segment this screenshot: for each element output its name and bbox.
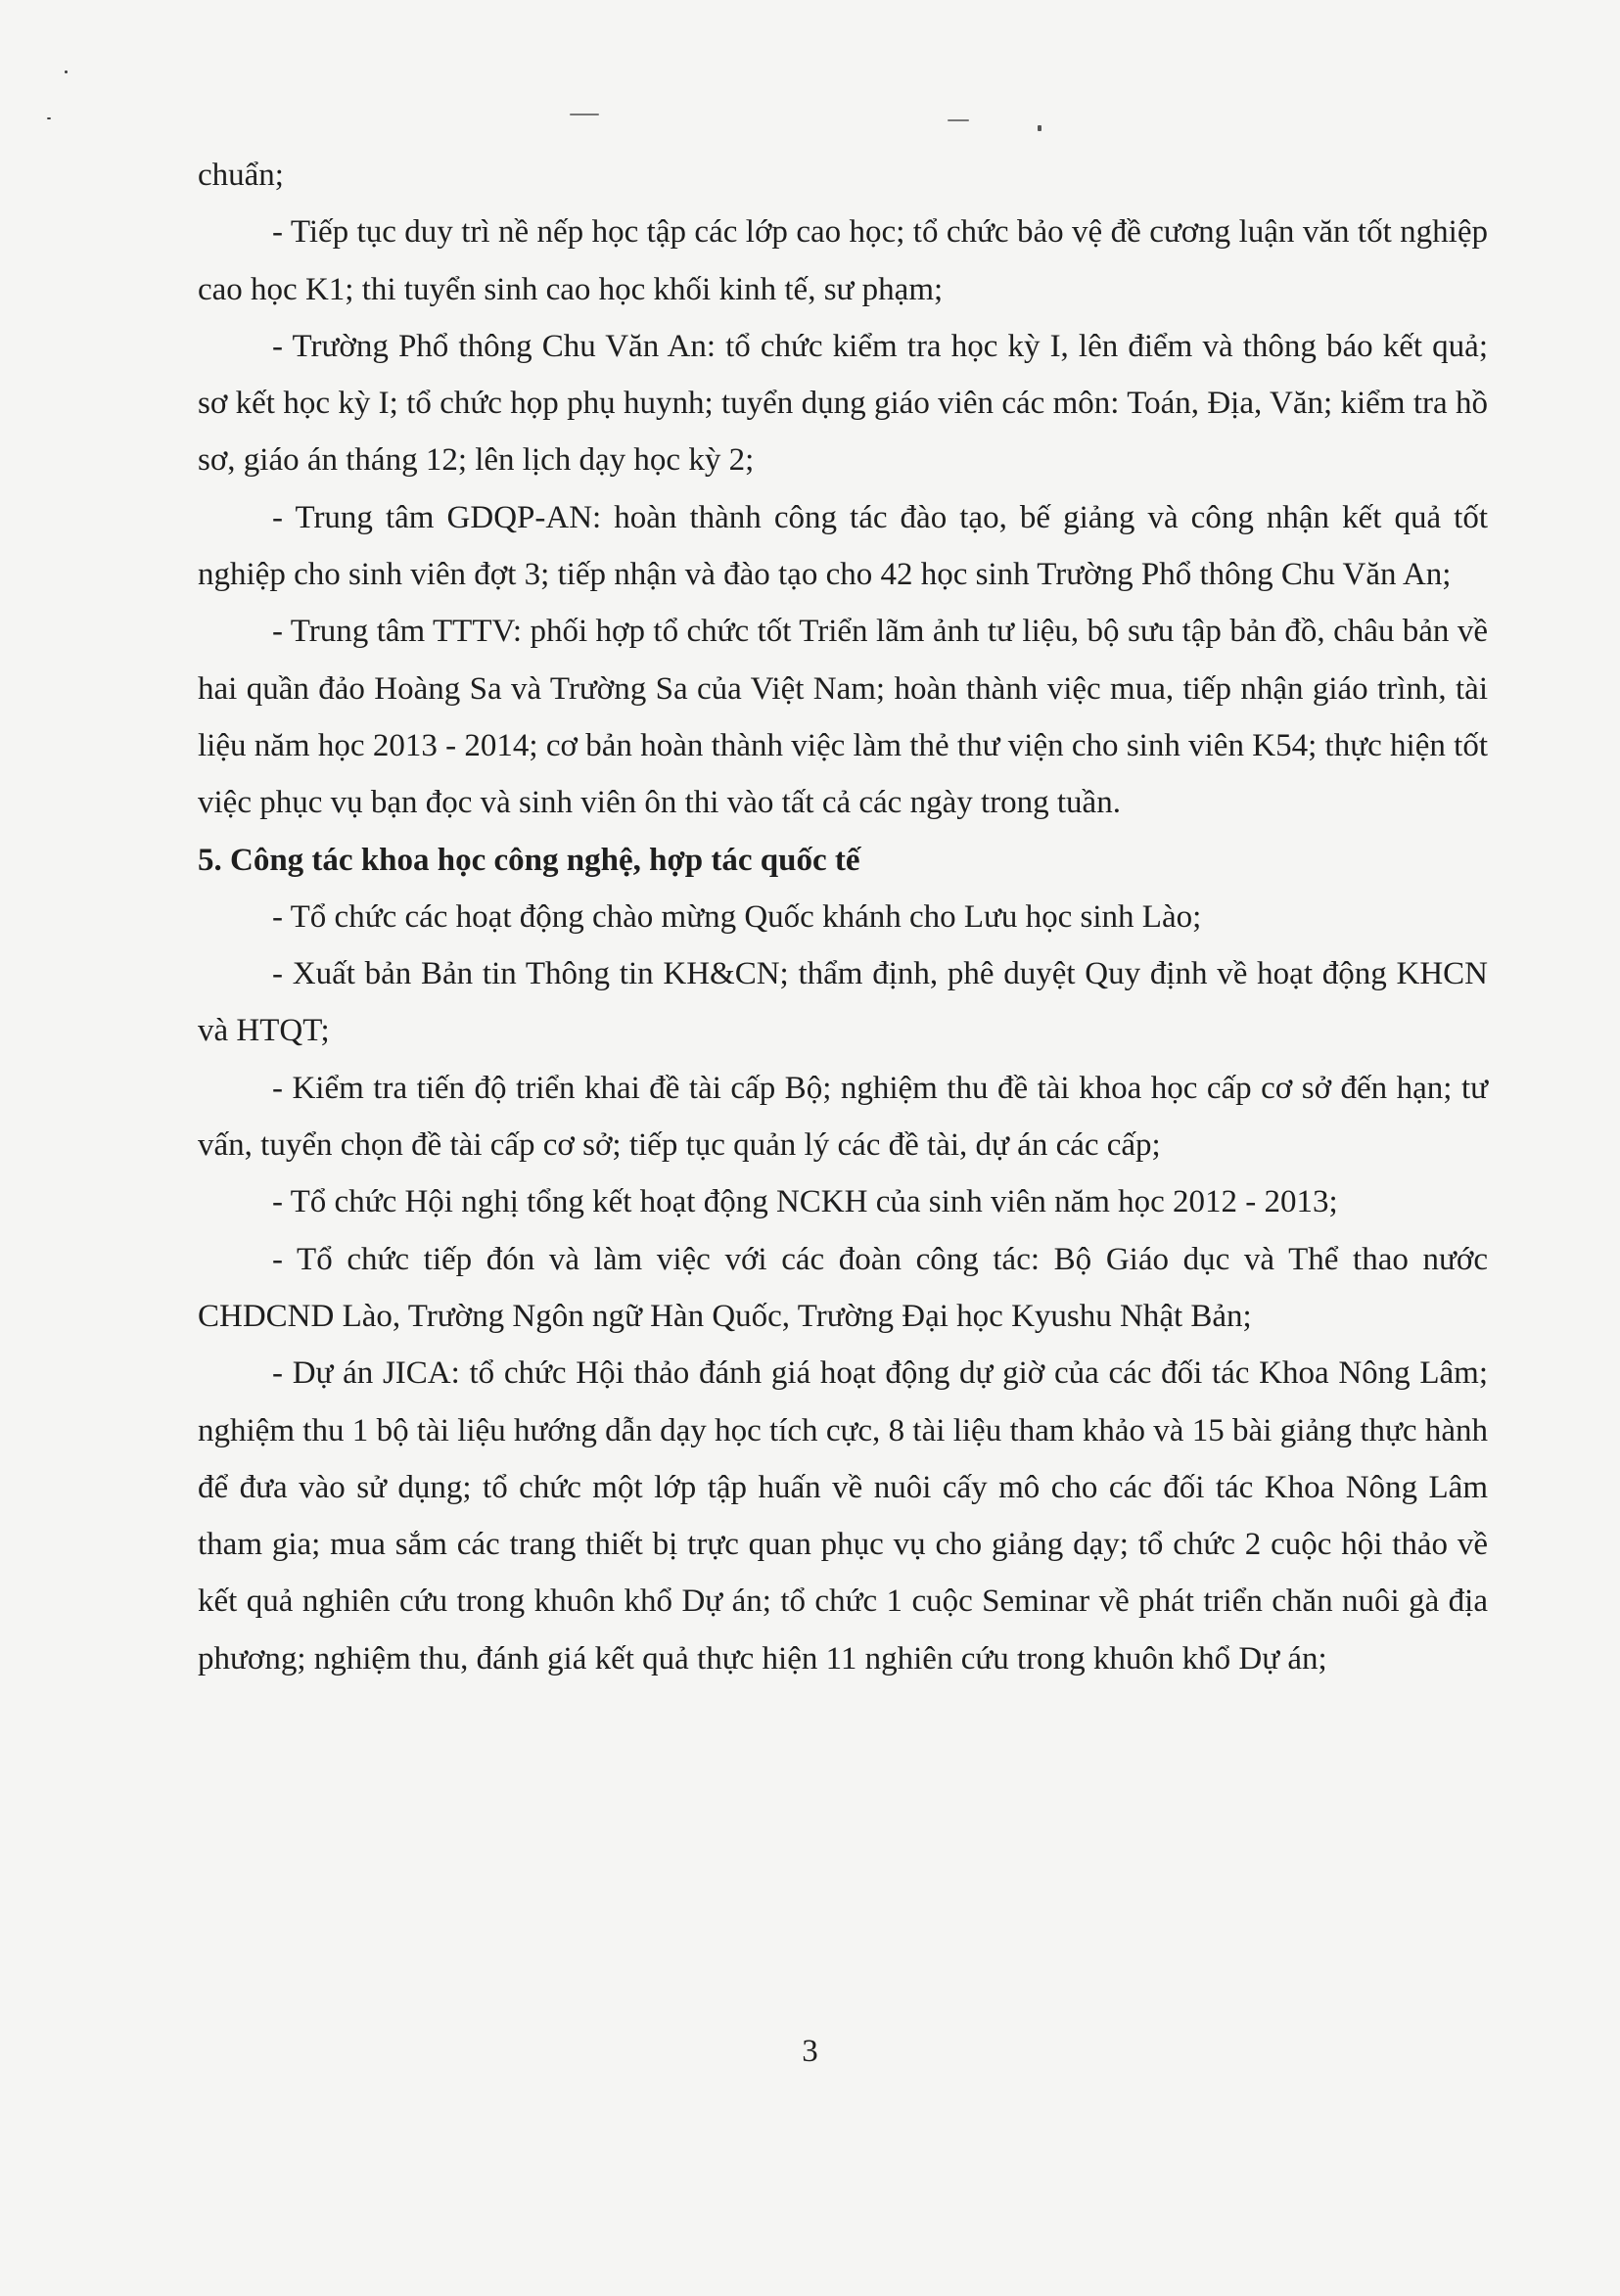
paragraph-jica-project: - Dự án JICA: tổ chức Hội thảo đánh giá hoạt động dự giờ của các đối tác Khoa Nông Lâm; nghiệm thu 1 bộ tài liệu hướng dẫn dạy học tích cực, 8 tài liệu tham khảo và 15 bài giảng thực hành để đưa vào sử dụng; tổ chức một lớp tập huấn về nuôi cấy mô cho các đối tác Khoa Nông Lâm tham gia; mua sắm các trang thiết bị trực quan phục vụ cho giảng dạy; tổ chức 2 cuộc hội thảo về kết quả nghiên cứu trong khuôn khổ Dự án; tổ chức 1 cuộc Seminar về phát triển chăn nuôi gà địa phương; nghiệm thu, đánh giá kết quả thực hiện 11 nghiên cứu trong khuôn khổ Dự án;	[198, 1355, 1488, 1676]
scan-speck	[570, 114, 599, 115]
continuation-text: chuẩn;	[198, 158, 284, 193]
paragraph-research-projects: - Kiểm tra tiến độ triển khai đề tài cấp Bộ; nghiệm thu đề tài khoa học cấp cơ sở đến hạn; tư vấn, tuyển chọn đề tài cấp cơ sở; tiếp tục quản lý các đề tài, dự án các cấp;	[198, 1070, 1488, 1164]
paragraph-delegations: - Tổ chức tiếp đón và làm việc với các đoàn công tác: Bộ Giáo dục và Thể thao nước CHDCND Lào, Trường Ngôn ngữ Hàn Quốc, Trường Đại học Kyushu Nhật Bản;	[198, 1241, 1488, 1334]
document-body	[198, 147, 1488, 1687]
page-number: 3	[802, 2034, 818, 2069]
paragraph-student-research-conference: - Tổ chức Hội nghị tổng kết hoạt động NCKH của sinh viên năm học 2012 - 2013;	[272, 1184, 1338, 1220]
paragraph-graduate-classes: - Tiếp tục duy trì nề nếp học tập các lớp cao học; tổ chức bảo vệ đề cương luận văn tốt nghiệp cao học K1; thi tuyển sinh cao học khối kinh tế, sư phạm;	[198, 214, 1488, 307]
scan-speck	[65, 70, 68, 73]
paragraph-tttv-center: - Trung tâm TTTV: phối hợp tổ chức tốt Triển lãm ảnh tư liệu, bộ sưu tập bản đồ, châu bản về hai quần đảo Hoàng Sa và Trường Sa của Việt Nam; hoàn thành việc mua, tiếp nhận giáo trình, tài liệu năm học 2013 - 2014; cơ bản hoàn thành việc làm thẻ thư viện cho sinh viên K54; thực hiện tốt việc phục vụ bạn đọc và sinh viên ôn thi vào tất cả các ngày trong tuần.	[198, 614, 1488, 821]
paragraph-gdqp-an-center: - Trung tâm GDQP-AN: hoàn thành công tác đào tạo, bế giảng và công nhận kết quả tốt nghiệp cho sinh viên đợt 3; tiếp nhận và đào tạo cho 42 học sinh Trường Phổ thông Chu Văn An;	[198, 499, 1488, 593]
scan-speck	[948, 119, 969, 121]
paragraph-khcn-bulletin: - Xuất bản Bản tin Thông tin KH&CN; thẩm định, phê duyệt Quy định về hoạt động KHCN và HTQT;	[198, 956, 1488, 1049]
paragraph-laos-students: - Tổ chức các hoạt động chào mừng Quốc khánh cho Lưu học sinh Lào;	[272, 898, 1202, 935]
section-heading: 5. Công tác khoa học công nghệ, hợp tác quốc tế	[198, 842, 860, 878]
scan-speck	[1038, 125, 1041, 131]
scan-speck	[47, 117, 51, 119]
paragraph-chu-van-an-school: - Trường Phổ thông Chu Văn An: tổ chức kiểm tra học kỳ I, lên điểm và thông báo kết quả; sơ kết học kỳ I; tổ chức họp phụ huynh; tuyển dụng giáo viên các môn: Toán, Địa, Văn; kiểm tra hồ sơ, giáo án tháng 12; lên lịch dạy học kỳ 2;	[198, 328, 1488, 479]
